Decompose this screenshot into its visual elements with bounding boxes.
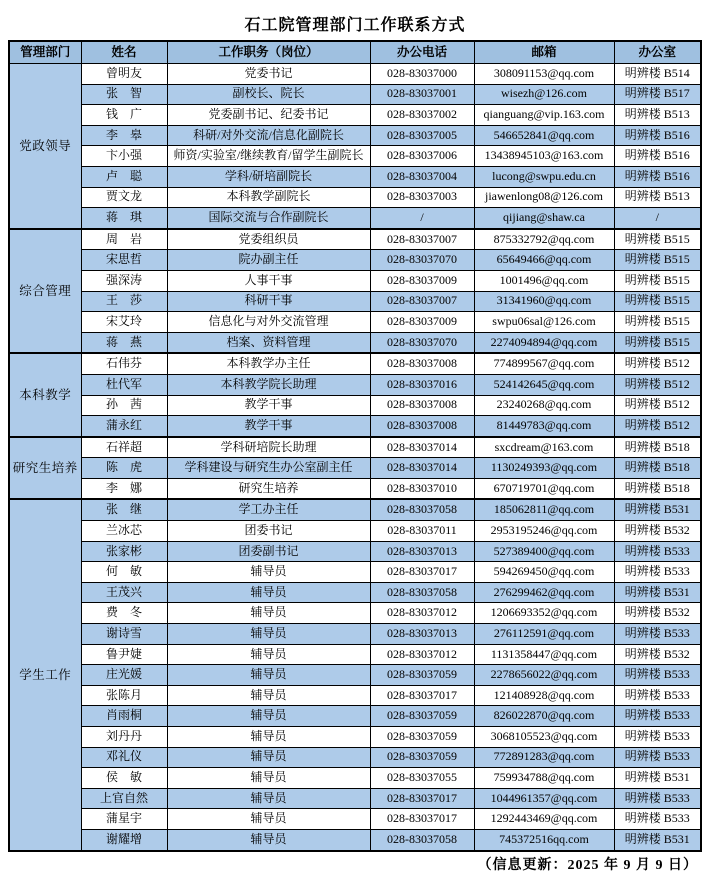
- cell-job-title: 教学干事: [167, 395, 370, 416]
- cell-phone: 028-83037017: [370, 809, 474, 830]
- cell-office: 明辨楼 B512: [614, 353, 701, 374]
- cell-name: 谢耀增: [81, 829, 167, 850]
- cell-name: 石伟芬: [81, 353, 167, 374]
- table-row: [9, 416, 701, 437]
- cell-email: 875332792@qq.com: [474, 229, 614, 250]
- table-row: [9, 208, 701, 229]
- table-row: [9, 541, 701, 562]
- table-row: [9, 521, 701, 542]
- table-row: [9, 353, 701, 374]
- header-email: 邮箱: [474, 41, 614, 64]
- cell-phone: 028-83037059: [370, 665, 474, 686]
- cell-email: 185062811@qq.com: [474, 499, 614, 520]
- cell-job-title: 档案、资料管理: [167, 332, 370, 353]
- cell-email: 745372516qq.com: [474, 829, 614, 850]
- cell-name: 侯 敏: [81, 768, 167, 789]
- cell-job-title: 信息化与对外交流管理: [167, 312, 370, 333]
- cell-job-title: 科研/对外交流/信息化副院长: [167, 125, 370, 146]
- table-row: [9, 458, 701, 479]
- cell-job-title: 研究生培养: [167, 478, 370, 499]
- cell-job-title: 人事干事: [167, 270, 370, 291]
- department-cell: 学生工作: [9, 499, 81, 850]
- cell-office: 明辨楼 B514: [614, 64, 701, 85]
- cell-email: 527389400@qq.com: [474, 541, 614, 562]
- cell-name: 陈 虎: [81, 458, 167, 479]
- table-row: [9, 562, 701, 583]
- cell-job-title: 辅导员: [167, 644, 370, 665]
- cell-name: 蒲星宇: [81, 809, 167, 830]
- cell-job-title: 辅导员: [167, 685, 370, 706]
- cell-job-title: 本科教学副院长: [167, 187, 370, 208]
- table-row: [9, 125, 701, 146]
- cell-phone: 028-83037007: [370, 229, 474, 250]
- cell-name: 何 敏: [81, 562, 167, 583]
- cell-job-title: 辅导员: [167, 562, 370, 583]
- cell-office: 明辨楼 B531: [614, 582, 701, 603]
- cell-phone: 028-83037058: [370, 582, 474, 603]
- cell-phone: 028-83037010: [370, 478, 474, 499]
- cell-name: 石祥超: [81, 437, 167, 458]
- cell-phone: 028-83037017: [370, 788, 474, 809]
- cell-job-title: 本科教学院长助理: [167, 374, 370, 395]
- table-row: [9, 706, 701, 727]
- table-row: [9, 727, 701, 748]
- cell-name: 张陈月: [81, 685, 167, 706]
- cell-email: 774899567@qq.com: [474, 353, 614, 374]
- cell-name: 蒋 琪: [81, 208, 167, 229]
- cell-office: 明辨楼 B532: [614, 644, 701, 665]
- cell-name: 兰冰芯: [81, 521, 167, 542]
- cell-office: 明辨楼 B533: [614, 747, 701, 768]
- table-row: [9, 374, 701, 395]
- cell-name: 杜代军: [81, 374, 167, 395]
- cell-name: 强深涛: [81, 270, 167, 291]
- cell-name: 刘丹丹: [81, 727, 167, 748]
- cell-phone: 028-83037070: [370, 250, 474, 271]
- cell-name: 邓礼仪: [81, 747, 167, 768]
- cell-phone: 028-83037008: [370, 353, 474, 374]
- cell-email: 13438945103@163.com: [474, 146, 614, 167]
- cell-name: 王 莎: [81, 291, 167, 312]
- cell-office: 明辨楼 B531: [614, 499, 701, 520]
- cell-email: lucong@swpu.edu.cn: [474, 166, 614, 187]
- cell-office: 明辨楼 B515: [614, 312, 701, 333]
- cell-office: 明辨楼 B515: [614, 332, 701, 353]
- cell-email: 826022870@qq.com: [474, 706, 614, 727]
- cell-name: 卞小强: [81, 146, 167, 167]
- cell-name: 贾文龙: [81, 187, 167, 208]
- cell-phone: 028-83037009: [370, 312, 474, 333]
- cell-job-title: 学工办主任: [167, 499, 370, 520]
- cell-email: 524142645@qq.com: [474, 374, 614, 395]
- cell-job-title: 辅导员: [167, 624, 370, 645]
- department-cell: 综合管理: [9, 229, 81, 354]
- table-row: [9, 685, 701, 706]
- department-cell: 党政领导: [9, 64, 81, 229]
- cell-office: 明辨楼 B516: [614, 146, 701, 167]
- cell-phone: 028-83037058: [370, 499, 474, 520]
- cell-office: 明辨楼 B533: [614, 727, 701, 748]
- cell-office: 明辨楼 B533: [614, 809, 701, 830]
- cell-name: 张 继: [81, 499, 167, 520]
- table-row: [9, 829, 701, 850]
- cell-job-title: 科研干事: [167, 291, 370, 312]
- page-title: 石工院管理部门工作联系方式: [244, 17, 466, 34]
- cell-phone: 028-83037006: [370, 146, 474, 167]
- cell-office: 明辨楼 B513: [614, 187, 701, 208]
- cell-office: 明辨楼 B512: [614, 374, 701, 395]
- cell-email: 1044961357@qq.com: [474, 788, 614, 809]
- cell-email: 121408928@qq.com: [474, 685, 614, 706]
- cell-phone: 028-83037013: [370, 624, 474, 645]
- cell-name: 张家彬: [81, 541, 167, 562]
- cell-phone: 028-83037055: [370, 768, 474, 789]
- cell-name: 蒋 燕: [81, 332, 167, 353]
- cell-job-title: 院办副主任: [167, 250, 370, 271]
- cell-office: 明辨楼 B518: [614, 478, 701, 499]
- cell-phone: 028-83037007: [370, 291, 474, 312]
- table-row: [9, 809, 701, 830]
- cell-phone: 028-83037016: [370, 374, 474, 395]
- cell-email: jiawenlong08@126.com: [474, 187, 614, 208]
- cell-name: 蒲永红: [81, 416, 167, 437]
- cell-email: 3068105523@qq.com: [474, 727, 614, 748]
- cell-office: 明辨楼 B518: [614, 437, 701, 458]
- cell-job-title: 团委副书记: [167, 541, 370, 562]
- cell-job-title: 辅导员: [167, 706, 370, 727]
- cell-name: 李 皋: [81, 125, 167, 146]
- cell-phone: 028-83037001: [370, 84, 474, 105]
- cell-phone: 028-83037005: [370, 125, 474, 146]
- cell-phone: 028-83037059: [370, 747, 474, 768]
- cell-office: 明辨楼 B533: [614, 665, 701, 686]
- cell-email: 81449783@qq.com: [474, 416, 614, 437]
- cell-name: 曾明友: [81, 64, 167, 85]
- cell-email: 23240268@qq.com: [474, 395, 614, 416]
- table-row: [9, 84, 701, 105]
- table-row: [9, 291, 701, 312]
- cell-job-title: 副校长、院长: [167, 84, 370, 105]
- cell-job-title: 党委书记: [167, 64, 370, 85]
- cell-job-title: 学科研培院长助理: [167, 437, 370, 458]
- cell-email: 594269450@qq.com: [474, 562, 614, 583]
- department-cell: 研究生培养: [9, 437, 81, 500]
- cell-office: 明辨楼 B532: [614, 603, 701, 624]
- cell-phone: 028-83037008: [370, 416, 474, 437]
- cell-name: 张 智: [81, 84, 167, 105]
- cell-office: 明辨楼 B531: [614, 768, 701, 789]
- cell-phone: 028-83037059: [370, 706, 474, 727]
- table-row: [9, 312, 701, 333]
- cell-phone: 028-83037008: [370, 395, 474, 416]
- cell-email: 31341960@qq.com: [474, 291, 614, 312]
- cell-email: 308091153@qq.com: [474, 64, 614, 85]
- cell-email: 2953195246@qq.com: [474, 521, 614, 542]
- header-office: 办公室: [614, 41, 701, 64]
- cell-name: 钱 广: [81, 105, 167, 126]
- cell-phone: 028-83037003: [370, 187, 474, 208]
- header-phone: 办公电话: [370, 41, 474, 64]
- cell-phone: 028-83037014: [370, 458, 474, 479]
- table-row: [9, 788, 701, 809]
- cell-job-title: 教学干事: [167, 416, 370, 437]
- cell-email: swpu06sal@126.com: [474, 312, 614, 333]
- cell-job-title: 学科建设与研究生办公室副主任: [167, 458, 370, 479]
- table-row: [9, 768, 701, 789]
- cell-office: /: [614, 208, 701, 229]
- cell-office: 明辨楼 B516: [614, 125, 701, 146]
- cell-office: 明辨楼 B531: [614, 829, 701, 850]
- table-row: [9, 665, 701, 686]
- cell-email: 1292443469@qq.com: [474, 809, 614, 830]
- cell-job-title: 辅导员: [167, 768, 370, 789]
- cell-email: 276299462@qq.com: [474, 582, 614, 603]
- contact-table: [8, 40, 702, 852]
- cell-name: 鲁尹婕: [81, 644, 167, 665]
- cell-email: 276112591@qq.com: [474, 624, 614, 645]
- cell-phone: 028-83037000: [370, 64, 474, 85]
- cell-office: 明辨楼 B533: [614, 788, 701, 809]
- table-row: [9, 478, 701, 499]
- cell-name: 费 冬: [81, 603, 167, 624]
- cell-job-title: 团委书记: [167, 521, 370, 542]
- table-row: [9, 747, 701, 768]
- cell-phone: 028-83037009: [370, 270, 474, 291]
- cell-office: 明辨楼 B516: [614, 166, 701, 187]
- cell-office: 明辨楼 B533: [614, 706, 701, 727]
- cell-phone: 028-83037011: [370, 521, 474, 542]
- table-header-row: [9, 41, 701, 64]
- cell-job-title: 辅导员: [167, 809, 370, 830]
- table-row: [9, 582, 701, 603]
- cell-phone: /: [370, 208, 474, 229]
- cell-name: 宋思哲: [81, 250, 167, 271]
- cell-job-title: 党委副书记、纪委书记: [167, 105, 370, 126]
- cell-email: 1001496@qq.com: [474, 270, 614, 291]
- cell-phone: 028-83037014: [370, 437, 474, 458]
- cell-office: 明辨楼 B515: [614, 270, 701, 291]
- table-row: [9, 250, 701, 271]
- cell-office: 明辨楼 B517: [614, 84, 701, 105]
- cell-phone: 028-83037013: [370, 541, 474, 562]
- cell-phone: 028-83037070: [370, 332, 474, 353]
- cell-phone: 028-83037012: [370, 644, 474, 665]
- cell-name: 卢 聪: [81, 166, 167, 187]
- cell-name: 肖雨桐: [81, 706, 167, 727]
- cell-office: 明辨楼 B515: [614, 291, 701, 312]
- cell-email: 1130249393@qq.com: [474, 458, 614, 479]
- table-row: [9, 270, 701, 291]
- update-note: （信息更新：2025 年 9 月 9 日）: [477, 857, 698, 873]
- cell-job-title: 国际交流与合作副院长: [167, 208, 370, 229]
- cell-name: 上官自然: [81, 788, 167, 809]
- cell-job-title: 辅导员: [167, 747, 370, 768]
- cell-email: 1206693352@qq.com: [474, 603, 614, 624]
- cell-name: 王茂兴: [81, 582, 167, 603]
- table-row: [9, 332, 701, 353]
- cell-email: wisezh@126.com: [474, 84, 614, 105]
- cell-office: 明辨楼 B533: [614, 541, 701, 562]
- cell-job-title: 辅导员: [167, 665, 370, 686]
- header-name: 姓名: [81, 41, 167, 64]
- cell-email: 546652841@qq.com: [474, 125, 614, 146]
- cell-phone: 028-83037012: [370, 603, 474, 624]
- cell-phone: 028-83037017: [370, 562, 474, 583]
- cell-email: qianguang@vip.163.com: [474, 105, 614, 126]
- cell-office: 明辨楼 B513: [614, 105, 701, 126]
- cell-name: 谢诗雪: [81, 624, 167, 645]
- cell-job-title: 师资/实验室/继续教育/留学生副院长: [167, 146, 370, 167]
- cell-job-title: 本科教学办主任: [167, 353, 370, 374]
- cell-phone: 028-83037058: [370, 829, 474, 850]
- cell-job-title: 辅导员: [167, 727, 370, 748]
- header-job-title: 工作职务（岗位）: [167, 41, 370, 64]
- table-row: [9, 105, 701, 126]
- table-row: [9, 395, 701, 416]
- cell-email: 670719701@qq.com: [474, 478, 614, 499]
- cell-email: 2278656022@qq.com: [474, 665, 614, 686]
- cell-phone: 028-83037004: [370, 166, 474, 187]
- cell-name: 李 娜: [81, 478, 167, 499]
- cell-name: 周 岩: [81, 229, 167, 250]
- department-cell: 本科教学: [9, 353, 81, 436]
- cell-name: 孙 茜: [81, 395, 167, 416]
- cell-email: 2274094894@qq.com: [474, 332, 614, 353]
- table-row: [9, 644, 701, 665]
- cell-email: 65649466@qq.com: [474, 250, 614, 271]
- cell-office: 明辨楼 B533: [614, 624, 701, 645]
- cell-job-title: 辅导员: [167, 603, 370, 624]
- cell-office: 明辨楼 B533: [614, 562, 701, 583]
- table-row: [9, 624, 701, 645]
- table-row: [9, 229, 701, 250]
- cell-office: 明辨楼 B515: [614, 250, 701, 271]
- table-row: [9, 146, 701, 167]
- header-department: 管理部门: [9, 41, 81, 64]
- table-row: [9, 499, 701, 520]
- table-row: [9, 603, 701, 624]
- cell-job-title: 辅导员: [167, 582, 370, 603]
- cell-office: 明辨楼 B533: [614, 685, 701, 706]
- cell-office: 明辨楼 B515: [614, 229, 701, 250]
- cell-phone: 028-83037017: [370, 685, 474, 706]
- cell-job-title: 学科/研培副院长: [167, 166, 370, 187]
- cell-job-title: 辅导员: [167, 788, 370, 809]
- table-row: [9, 64, 701, 85]
- table-row: [9, 166, 701, 187]
- cell-email: 1131358447@qq.com: [474, 644, 614, 665]
- cell-office: 明辨楼 B512: [614, 395, 701, 416]
- cell-name: 宋艾玲: [81, 312, 167, 333]
- cell-job-title: 辅导员: [167, 829, 370, 850]
- cell-office: 明辨楼 B532: [614, 521, 701, 542]
- cell-office: 明辨楼 B512: [614, 416, 701, 437]
- cell-office: 明辨楼 B518: [614, 458, 701, 479]
- cell-email: sxcdream@163.com: [474, 437, 614, 458]
- cell-email: 759934788@qq.com: [474, 768, 614, 789]
- cell-email: qijiang@shaw.ca: [474, 208, 614, 229]
- cell-phone: 028-83037059: [370, 727, 474, 748]
- cell-name: 庄光媛: [81, 665, 167, 686]
- table-row: [9, 187, 701, 208]
- cell-phone: 028-83037002: [370, 105, 474, 126]
- cell-job-title: 党委组织员: [167, 229, 370, 250]
- table-row: [9, 437, 701, 458]
- cell-email: 772891283@qq.com: [474, 747, 614, 768]
